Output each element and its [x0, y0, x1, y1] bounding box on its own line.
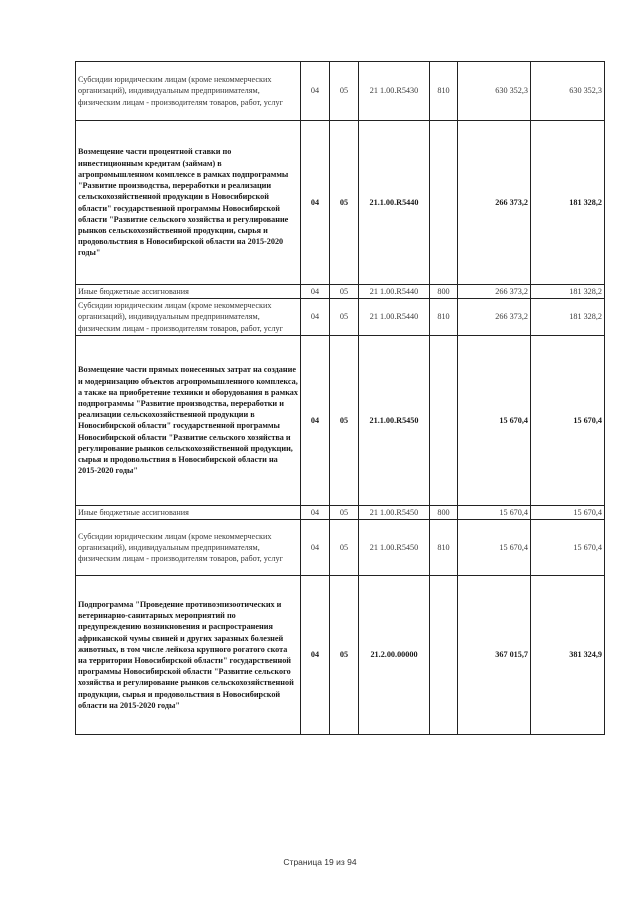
row-name-cell: Субсидии юридическим лицам (кроме некоммерческих организаций), индивидуальным предпринимателям, физическим лицам - производителям товаров, работ, услуг [76, 520, 301, 576]
expense-type-cell [430, 121, 458, 285]
amount-year1-cell: 367 015,7 [458, 576, 531, 735]
section-code-cell: 04 [301, 505, 330, 519]
table-row [76, 335, 605, 505]
table-row [76, 576, 605, 735]
target-article-cell: 21 1.00.R5450 [359, 505, 430, 519]
page-number: Страница 19 из 94 [283, 857, 357, 867]
budget-table [75, 61, 605, 735]
row-name-cell: Иные бюджетные ассигнования [76, 505, 301, 519]
table-row [76, 121, 605, 285]
expense-type-cell: 810 [430, 520, 458, 576]
row-name-cell: Возмещение части прямых понесенных затрат на создание и модернизацию объектов агропромышленного комплекса, а также на приобретение техники и оборудования в рамках подпрограммы "Развитие производства, переработки и реализации сельскохозяйственной продукции в Новосибирской области" государственной программы Новосибирской области "Развитие сельского хозяйства и регулирование рынков сельскохозяйственной продукции, сырья и продовольствия в Новосибирской области на 2015-2020 годы" [76, 335, 301, 505]
table-row [76, 299, 605, 336]
subsection-code-cell: 05 [330, 62, 359, 121]
subsection-code-cell: 05 [330, 505, 359, 519]
section-code-cell: 04 [301, 285, 330, 299]
subsection-code-cell: 05 [330, 576, 359, 735]
target-article-cell: 21 1.00.R5450 [359, 520, 430, 576]
amount-year1-cell: 15 670,4 [458, 505, 531, 519]
amount-year2-cell: 15 670,4 [531, 505, 605, 519]
amount-year2-cell: 181 328,2 [531, 285, 605, 299]
amount-year2-cell: 181 328,2 [531, 299, 605, 336]
amount-year2-cell: 181 328,2 [531, 121, 605, 285]
expense-type-cell: 800 [430, 285, 458, 299]
amount-year1-cell: 15 670,4 [458, 335, 531, 505]
subsection-code-cell: 05 [330, 335, 359, 505]
amount-year2-cell: 381 324,9 [531, 576, 605, 735]
row-name-cell: Субсидии юридическим лицам (кроме некоммерческих организаций), индивидуальным предпринимателям, физическим лицам - производителям товаров, работ, услуг [76, 62, 301, 121]
amount-year2-cell: 15 670,4 [531, 335, 605, 505]
table-row [76, 520, 605, 576]
target-article-cell: 21 1.00.R5440 [359, 285, 430, 299]
amount-year2-cell: 15 670,4 [531, 520, 605, 576]
table-body [76, 62, 605, 735]
table-row [76, 285, 605, 299]
row-name-cell: Возмещение части процентной ставки по инвестиционным кредитам (займам) в агропромышленном комплексе в рамках подпрограммы "Развитие производства, переработки и реализации сельскохозяйственной продукции в Новосибирской области" государственной программы Новосибирской области "Развитие сельского хозяйства и регулирование рынков сельскохозяйственной продукции, сырья и продовольствия в Новосибирской области на 2015-2020 годы" [76, 121, 301, 285]
row-name-cell: Субсидии юридическим лицам (кроме некоммерческих организаций), индивидуальным предпринимателям, физическим лицам - производителям товаров, работ, услуг [76, 299, 301, 336]
section-code-cell: 04 [301, 121, 330, 285]
target-article-cell: 21 1.00.R5430 [359, 62, 430, 121]
section-code-cell: 04 [301, 335, 330, 505]
target-article-cell: 21.2.00.00000 [359, 576, 430, 735]
expense-type-cell: 810 [430, 62, 458, 121]
table-row [76, 62, 605, 121]
amount-year1-cell: 266 373,2 [458, 285, 531, 299]
section-code-cell: 04 [301, 62, 330, 121]
expense-type-cell: 810 [430, 299, 458, 336]
subsection-code-cell: 05 [330, 121, 359, 285]
target-article-cell: 21.1.00.R5450 [359, 335, 430, 505]
table-row [76, 505, 605, 519]
amount-year1-cell: 266 373,2 [458, 299, 531, 336]
expense-type-cell [430, 576, 458, 735]
row-name-cell: Иные бюджетные ассигнования [76, 285, 301, 299]
amount-year2-cell: 630 352,3 [531, 62, 605, 121]
amount-year1-cell: 630 352,3 [458, 62, 531, 121]
target-article-cell: 21 1.00.R5440 [359, 299, 430, 336]
subsection-code-cell: 05 [330, 285, 359, 299]
section-code-cell: 04 [301, 520, 330, 576]
section-code-cell: 04 [301, 576, 330, 735]
row-name-cell: Подпрограмма "Проведение противоэпизоотических и ветеринарно-санитарных мероприятий по предупреждению возникновения и распространения африканской чумы свиней и других заразных болезней животных, в том числе лейкоза крупного рогатого скота на территории Новосибирской области" государственной программы Новосибирской области "Развитие сельского хозяйства и регулирование рынков сельскохозяйственной продукции, сырья и продовольствия в Новосибирской области на 2015-2020 годы" [76, 576, 301, 735]
expense-type-cell [430, 335, 458, 505]
expense-type-cell: 800 [430, 505, 458, 519]
subsection-code-cell: 05 [330, 520, 359, 576]
amount-year1-cell: 266 373,2 [458, 121, 531, 285]
section-code-cell: 04 [301, 299, 330, 336]
amount-year1-cell: 15 670,4 [458, 520, 531, 576]
target-article-cell: 21.1.00.R5440 [359, 121, 430, 285]
subsection-code-cell: 05 [330, 299, 359, 336]
